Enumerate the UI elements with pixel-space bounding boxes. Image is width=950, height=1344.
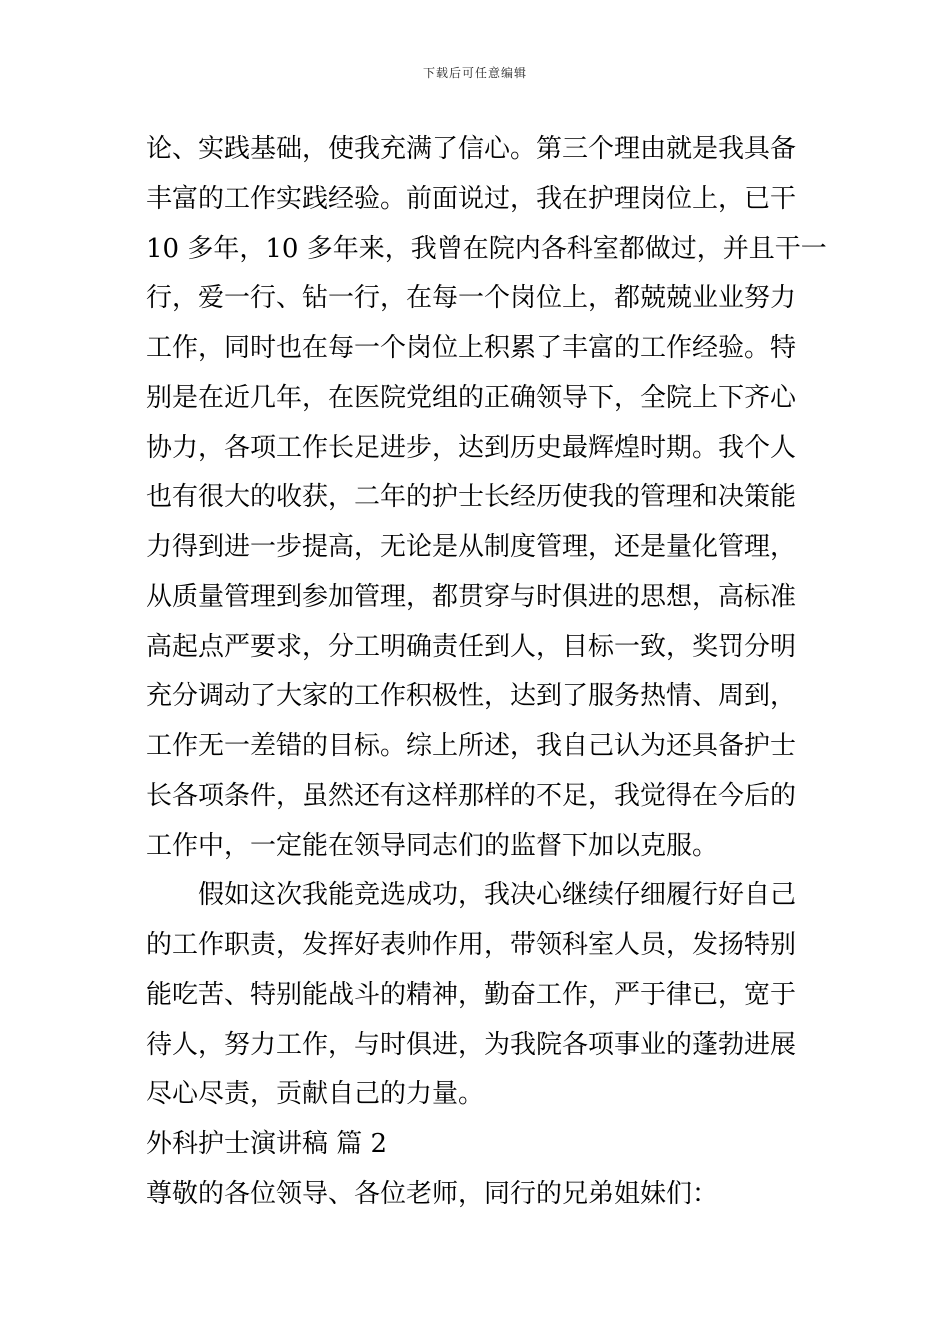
paragraph-line: 尽心尽责，贡献自己的力量。 [146,1079,485,1110]
paragraph-line: 协力，各项工作长足进步，达到历史最辉煌时期。我个人 [146,432,797,463]
paragraph-line: 力得到进一步提高，无论是从制度管理，还是量化管理， [146,532,797,562]
paragraph-line: 充分调动了大家的工作积极性，达到了服务热情、周到， [146,681,797,712]
paragraph-line: 的工作职责，发挥好表帅作用，带领科室人员，发扬特别 [146,930,797,960]
paragraph-line: 长各项条件，虽然还有这样那样的不足，我觉得在今后的 [146,780,797,811]
paragraph-line: 别是在近几年，在医院党组的正确领导下，全院上下齐心 [146,382,797,413]
paragraph-line-indented: 假如这次我能竞选成功，我决心继续仔细履行好自己 [198,880,797,911]
paragraph-line: 能吃苦、特别能战斗的精神，勤奋工作，严于律已，宽于 [146,979,797,1010]
document-body [146,125,827,1220]
paragraph-line: 丰富的工作实践经验。前面说过，我在护理岗位上，已干 [146,183,797,214]
paragraph-line: 也有很大的收获，二年的护士长经历使我的管理和决策能 [146,482,797,513]
paragraph-line: 行，爱一行、钻一行，在每一个岗位上，都兢兢业业努力 [146,283,797,314]
paragraph-line: 待人，努力工作，与时俱进，为我院各项事业的蓬勃进展 [146,1029,797,1060]
paragraph-line: 工作无一差错的目标。综上所述，我自己认为还具备护士 [146,731,797,761]
paragraph-line: 从质量管理到参加管理，都贯穿与时俱进的思想，高标准 [146,581,797,612]
paragraph-line: 工作，同时也在每一个岗位上积累了丰富的工作经验。特 [146,333,797,363]
paragraph-line: 工作中，一定能在领导同志们的监督下加以克服。 [146,830,719,861]
page-header-note: 下载后可任意编辑 [422,66,527,80]
paragraph-line: 论、实践基础，使我充满了信心。第三个理由就是我具备 [146,134,797,164]
salutation-line: 尊敬的各位领导、各位老师，同行的兄弟姐妹们： [146,1178,719,1209]
section-heading: 外科护士演讲稿 篇 2 [146,1129,388,1159]
paragraph-line: 10 多年，10 多年来，我曾在院内各科室都做过，并且干一 [146,233,827,264]
paragraph-line: 高起点严要求，分工明确责任到人，目标一致，奖罚分明 [146,631,797,662]
